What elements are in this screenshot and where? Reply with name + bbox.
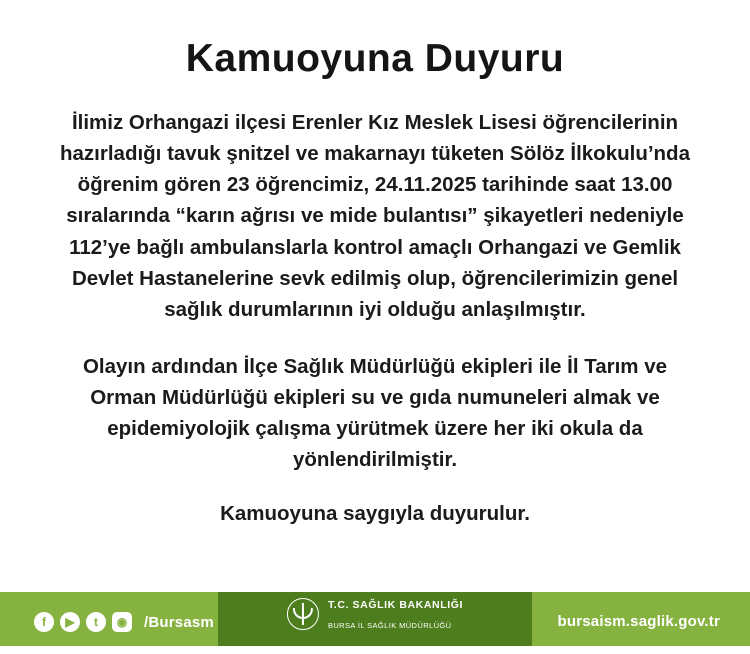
ministry-name: T.C. SAĞLIK BAKANLIĞI [327, 599, 464, 611]
ministry-text [328, 594, 463, 634]
twitter-icon[interactable]: t [86, 612, 106, 632]
page-title: Kamuoyuna Duyuru [185, 37, 565, 80]
facebook-icon[interactable]: f [34, 612, 54, 632]
paragraph-3: Kamuoyuna saygıyla duyurulur. [220, 501, 530, 525]
instagram-icon[interactable]: ◉ [112, 612, 132, 632]
ministry-emblem-icon [287, 598, 319, 630]
footer [0, 560, 750, 654]
social-links[interactable] [34, 612, 214, 632]
youtube-icon[interactable]: ▶ [60, 612, 80, 632]
ministry-logo [287, 594, 463, 634]
social-handle: /Bursasm [144, 613, 214, 631]
website-link[interactable]: bursaism.saglik.gov.tr [557, 613, 720, 630]
paragraph-2: Olayın ardından İlçe Sağlık Müdürlüğü ekipleri ile İl Tarım ve Orman Müdürlüğü ekipleri su ve gıda numuneleri almak ve epidemiyolojik çalışma yürütmek üzere her iki okula da yönlendirilmiştir. [82, 354, 668, 472]
paragraph-1: İlimiz Orhangazi ilçesi Erenler Kız Meslek Lisesi öğrencilerinin hazırladığı tavuk şnitzel ve makarnayı tüketen Sölöz İlkokulu’nda öğrenim gören 23 öğrencimiz, 24.11.2025 tarihinde saat 13.00 sıralarında “karın ağrısı ve mide bulantısı” şikayetleri nedeniyle 112’ye bağlı ambulanslarla kontrol amaçlı Orhangazi ve Gemlik Devlet Hastanelerine sevk edilmiş olup, öğrencilerimizin genel sağlık durumlarının iyi olduğu anlaşılmıştır. [60, 110, 690, 321]
ministry-department: BURSA İL SAĞLIK MÜDÜRLÜĞÜ [327, 621, 452, 630]
